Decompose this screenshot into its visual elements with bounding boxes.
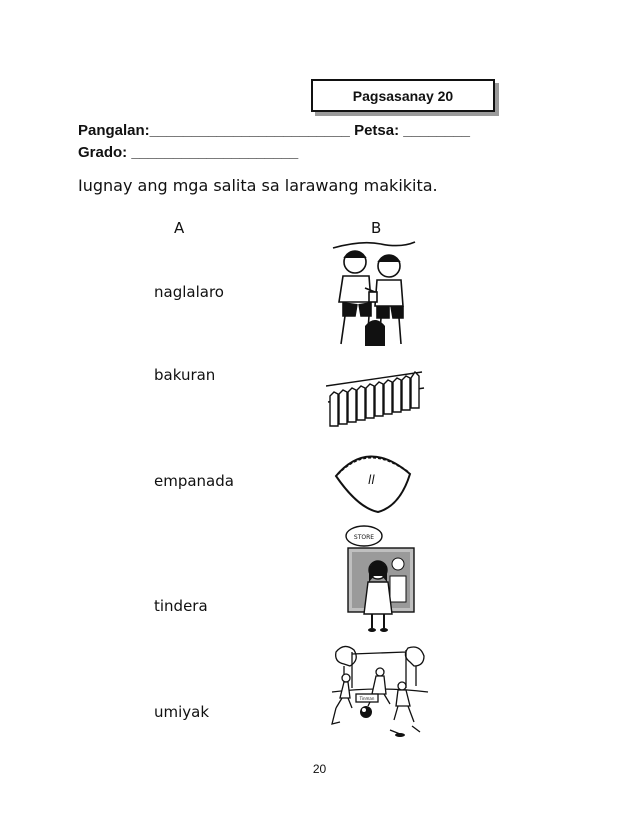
store-sign: STORE xyxy=(353,534,375,541)
column-b-header: B xyxy=(371,219,382,237)
word-item: umiyak xyxy=(154,703,210,721)
exercise-title: Pagsasanay 20 xyxy=(311,79,495,112)
column-a-header: A xyxy=(174,219,185,237)
empanada-icon xyxy=(328,446,418,514)
store-vendor-icon xyxy=(342,524,418,636)
fence-icon xyxy=(326,364,426,432)
instruction-text: Iugnay ang mga salita sa larawang makikita. xyxy=(78,176,438,195)
playground-sign: Tinman xyxy=(359,696,375,701)
playground-children-icon xyxy=(330,642,430,740)
page-number: 20 xyxy=(312,762,327,776)
two-boys-icon xyxy=(331,240,417,348)
word-item: empanada xyxy=(154,472,234,490)
word-item: tindera xyxy=(154,597,208,615)
word-item: naglalaro xyxy=(154,283,224,301)
name-date-line: Pangalan:________________________ Petsa: ________ xyxy=(78,122,470,139)
empanada-mark: ll xyxy=(368,473,375,487)
word-item: bakuran xyxy=(154,366,216,384)
grade-line: Grado: ____________________ xyxy=(78,144,299,161)
